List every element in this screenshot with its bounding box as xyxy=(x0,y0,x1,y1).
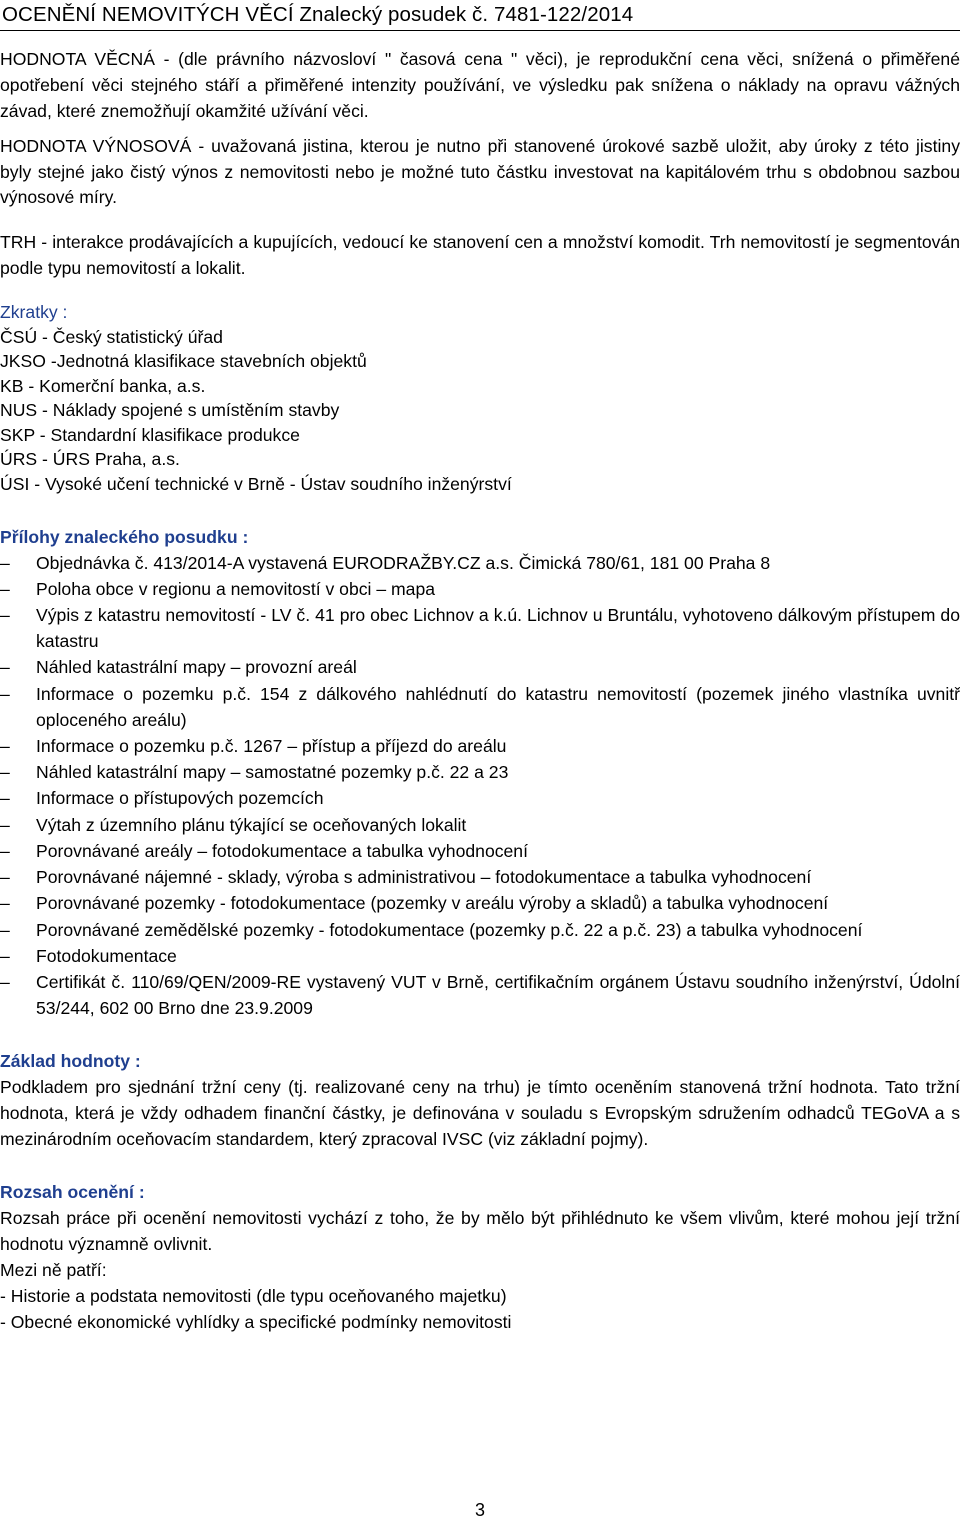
document-body xyxy=(0,46,960,1335)
page-header xyxy=(0,0,960,32)
abbreviation-item: KB - Komerční banka, a.s. xyxy=(0,375,206,396)
dash-bullet: – xyxy=(0,762,10,783)
attachment-item: – Certifikát č. 110/69/QEN/2009-RE vystavený VUT v Brně, certifikačním orgánem Ústavu soudního inženýrství, Údolní 53/244, 602 00 Brno dne 23.9.2009 xyxy=(0,969,960,1021)
header-title: OCENĚNÍ NEMOVITÝCH VĚCÍ Znalecký posudek č. 7481-122/2014 xyxy=(2,3,634,26)
dash-bullet: – xyxy=(0,657,10,678)
attachment-item: – Náhled katastrální mapy – provozní areál xyxy=(0,654,960,680)
scope-heading: Rozsah ocenění : xyxy=(0,1182,145,1203)
attachment-item: – Objednávka č. 413/2014-A vystavená EURODRAŽBY.CZ a.s. Čimická 780/61, 181 00 Praha 8 xyxy=(0,550,960,576)
abbreviation-item: ÚSI - Vysoké učení technické v Brně - Ústav soudního inženýrství xyxy=(0,474,512,495)
abbreviations-heading: Zkratky : xyxy=(0,301,68,322)
dash-bullet: – xyxy=(0,814,10,835)
dash-bullet: – xyxy=(0,578,10,599)
scope-item: - Obecné ekonomické vyhlídky a specifické podmínky nemovitosti xyxy=(0,1312,512,1333)
abbreviation-item: ČSÚ - Český statistický úřad xyxy=(0,326,223,347)
attachment-item: – Poloha obce v regionu a nemovitostí v obci – mapa xyxy=(0,576,960,602)
dash-bullet: – xyxy=(0,736,10,757)
attachment-item: – Porovnávané nájemné - sklady, výroba s administrativou – fotodokumentace a tabulka vyhodnocení xyxy=(0,864,960,890)
dash-bullet: – xyxy=(0,605,10,626)
dash-bullet: – xyxy=(0,893,10,914)
scope-text: Rozsah práce při ocenění nemovitosti vychází z toho, že by mělo být přihlédnuto ke všem vlivům, které mohou její tržní hodnotu významně ovlivnit. xyxy=(0,1208,960,1255)
attachment-item: – Výtah z územního plánu týkající se oceňovaných lokalit xyxy=(0,812,960,838)
header-rule xyxy=(0,30,960,31)
attachment-item: – Výpis z katastru nemovitostí - LV č. 41 pro obec Lichnov a k.ú. Lichnov u Bruntálu, vyhotoveno dálkovým přístupem do katastru xyxy=(0,602,960,654)
attachments-list xyxy=(0,550,960,1022)
page-number: 3 xyxy=(474,1500,485,1520)
scope-item: - Historie a podstata nemovitosti (dle typu oceňovaného majetku) xyxy=(0,1286,507,1307)
dash-bullet: – xyxy=(0,867,10,888)
dash-bullet: – xyxy=(0,919,10,940)
definition-trh: TRH - interakce prodávajících a kupujících, vedoucí ke stanovení cen a množství komodit. Trh nemovitostí je segmentován podle typu nemovitostí a lokalit. xyxy=(0,231,960,278)
attachment-item: – Informace o pozemku p.č. 154 z dálkového nahlédnutí do katastru nemovitostí (pozemek jiného vlastníka uvnitř oploceného areálu) xyxy=(0,681,960,733)
dash-bullet: – xyxy=(0,945,10,966)
abbreviation-item: JKSO -Jednotná klasifikace stavebních objektů xyxy=(0,351,367,372)
attachment-item: – Informace o přístupových pozemcích xyxy=(0,785,960,811)
dash-bullet: – xyxy=(0,683,10,704)
abbreviations-list xyxy=(0,325,960,497)
dash-bullet: – xyxy=(0,971,10,992)
definition-hodnota-vynosova: HODNOTA VÝNOSOVÁ - uvažovaná jistina, kterou je nutno při stanovené úrokové sazbě uložit, aby úroky z této jistiny byly stejné jako čistý výnos z nemovitosti nebo je možné tuto částku investovat na kapitálovém trhu s obdobnou sazbou výnosové míry. xyxy=(0,136,960,207)
abbreviation-item: ÚRS - ÚRS Praha, a.s. xyxy=(0,449,180,470)
attachment-item: – Porovnávané areály – fotodokumentace a tabulka vyhodnocení xyxy=(0,838,960,864)
dash-bullet: – xyxy=(0,840,10,861)
attachment-item: – Porovnávané zemědělské pozemky - fotodokumentace (pozemky p.č. 22 a p.č. 23) a tabulka vyhodnocení xyxy=(0,917,960,943)
abbreviation-item: SKP - Standardní klasifikace produkce xyxy=(0,424,300,445)
basis-text: Podkladem pro sjednání tržní ceny (tj. realizované ceny na trhu) je tímto oceněním stanovená tržní hodnota. Tato tržní hodnota, která je vždy odhadem finanční částky, je definována v souladu s Evropským sdružením odhadců TEGoVA a s mezinárodním oceňovacím standardem, který zpracoval IVSC (viz základní pojmy). xyxy=(0,1077,960,1150)
attachment-item: – Porovnávané pozemky - fotodokumentace (pozemky v areálu výroby a skladů) a tabulka vyhodnocení xyxy=(0,890,960,916)
dash-bullet: – xyxy=(0,552,10,573)
attachment-item: – Náhled katastrální mapy – samostatné pozemky p.č. 22 a 23 xyxy=(0,759,960,785)
abbreviation-item: NUS - Náklady spojené s umístěním stavby xyxy=(0,400,340,421)
definition-hodnota-vecna: HODNOTA VĚCNÁ - (dle právního názvosloví " časová cena " věci), je reprodukční cena věci, snížená o přiměřené opotřebení věci stejného stáří a přiměřené intenzity používání, ve výsledku pak snížena o náklady na opravu vážných závad, které znemožňují okamžité užívání věci. xyxy=(0,49,960,121)
attachment-item: – Informace o pozemku p.č. 1267 – přístup a příjezd do areálu xyxy=(0,733,960,759)
basis-heading: Základ hodnoty : xyxy=(0,1051,141,1072)
scope-among-label: Mezi ně patří: xyxy=(0,1260,107,1281)
attachments-heading: Přílohy znaleckého posudku : xyxy=(0,526,249,547)
attachment-item: – Fotodokumentace xyxy=(0,943,960,969)
dash-bullet: – xyxy=(0,788,10,809)
